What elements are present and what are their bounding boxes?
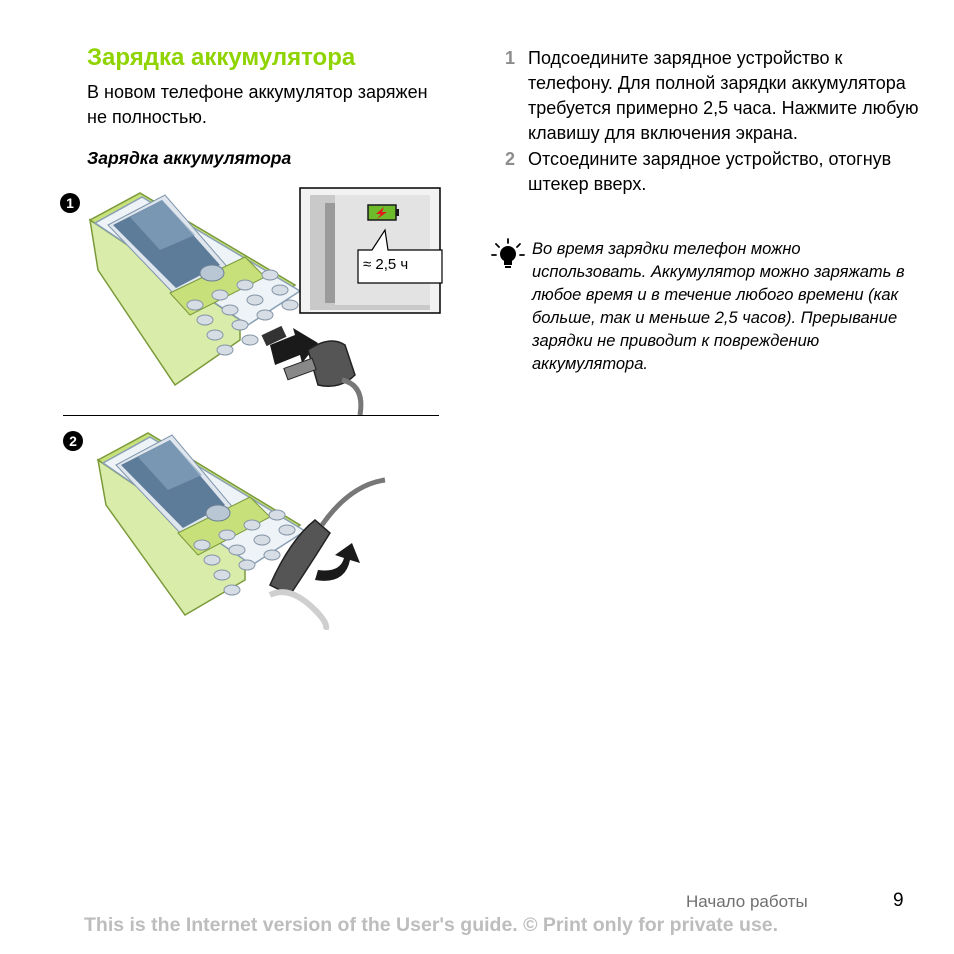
step-text: Подсоедините зарядное устройство к телефону. Для полной зарядки аккумулятора требуется примерно 2,5 часа. Нажмите любую клавишу для включения экрана. <box>528 48 919 143</box>
connect-charger-illustration <box>80 185 450 415</box>
figure-subheading: Зарядка аккумулятора <box>87 148 292 168</box>
footer-notice: This is the Internet version of the User's guide. © Print only for private use. <box>84 914 779 936</box>
disconnect-charger-illustration <box>90 425 400 630</box>
charge-time-label: ≈ 2,5 ч <box>363 256 409 273</box>
illustration-step-1-badge: 1 <box>60 193 80 213</box>
screen-inset <box>300 188 442 313</box>
lift-arrow <box>315 543 360 581</box>
step-number: 2 <box>505 149 516 169</box>
page-number: 9 <box>893 890 904 911</box>
step-item <box>505 46 925 146</box>
section-title: Зарядка аккумулятора <box>87 44 356 71</box>
lightbulb-icon <box>491 238 525 272</box>
step-text: Отсоедините зарядное устройство, отогнув штекер вверх. <box>528 149 892 194</box>
instruction-steps <box>505 46 925 198</box>
charger-plug <box>270 480 385 630</box>
figure-divider <box>63 415 439 416</box>
phone-illustration <box>90 193 300 385</box>
step-item <box>505 147 925 197</box>
intro-paragraph: В новом телефоне аккумулятор заряжен не полностью. <box>87 82 428 127</box>
step-number: 1 <box>505 48 516 68</box>
illustration-step-2-badge: 2 <box>63 431 83 451</box>
tip-note: Во время зарядки телефон можно использовать. Аккумулятор можно заряжать в любое время и в течение любого времени (как больше, так и меньше 2,5 часов). Прерывание зарядки не приводит к повреждению аккумулятора. <box>532 240 905 373</box>
footer-section-name: Начало работы <box>686 892 808 911</box>
